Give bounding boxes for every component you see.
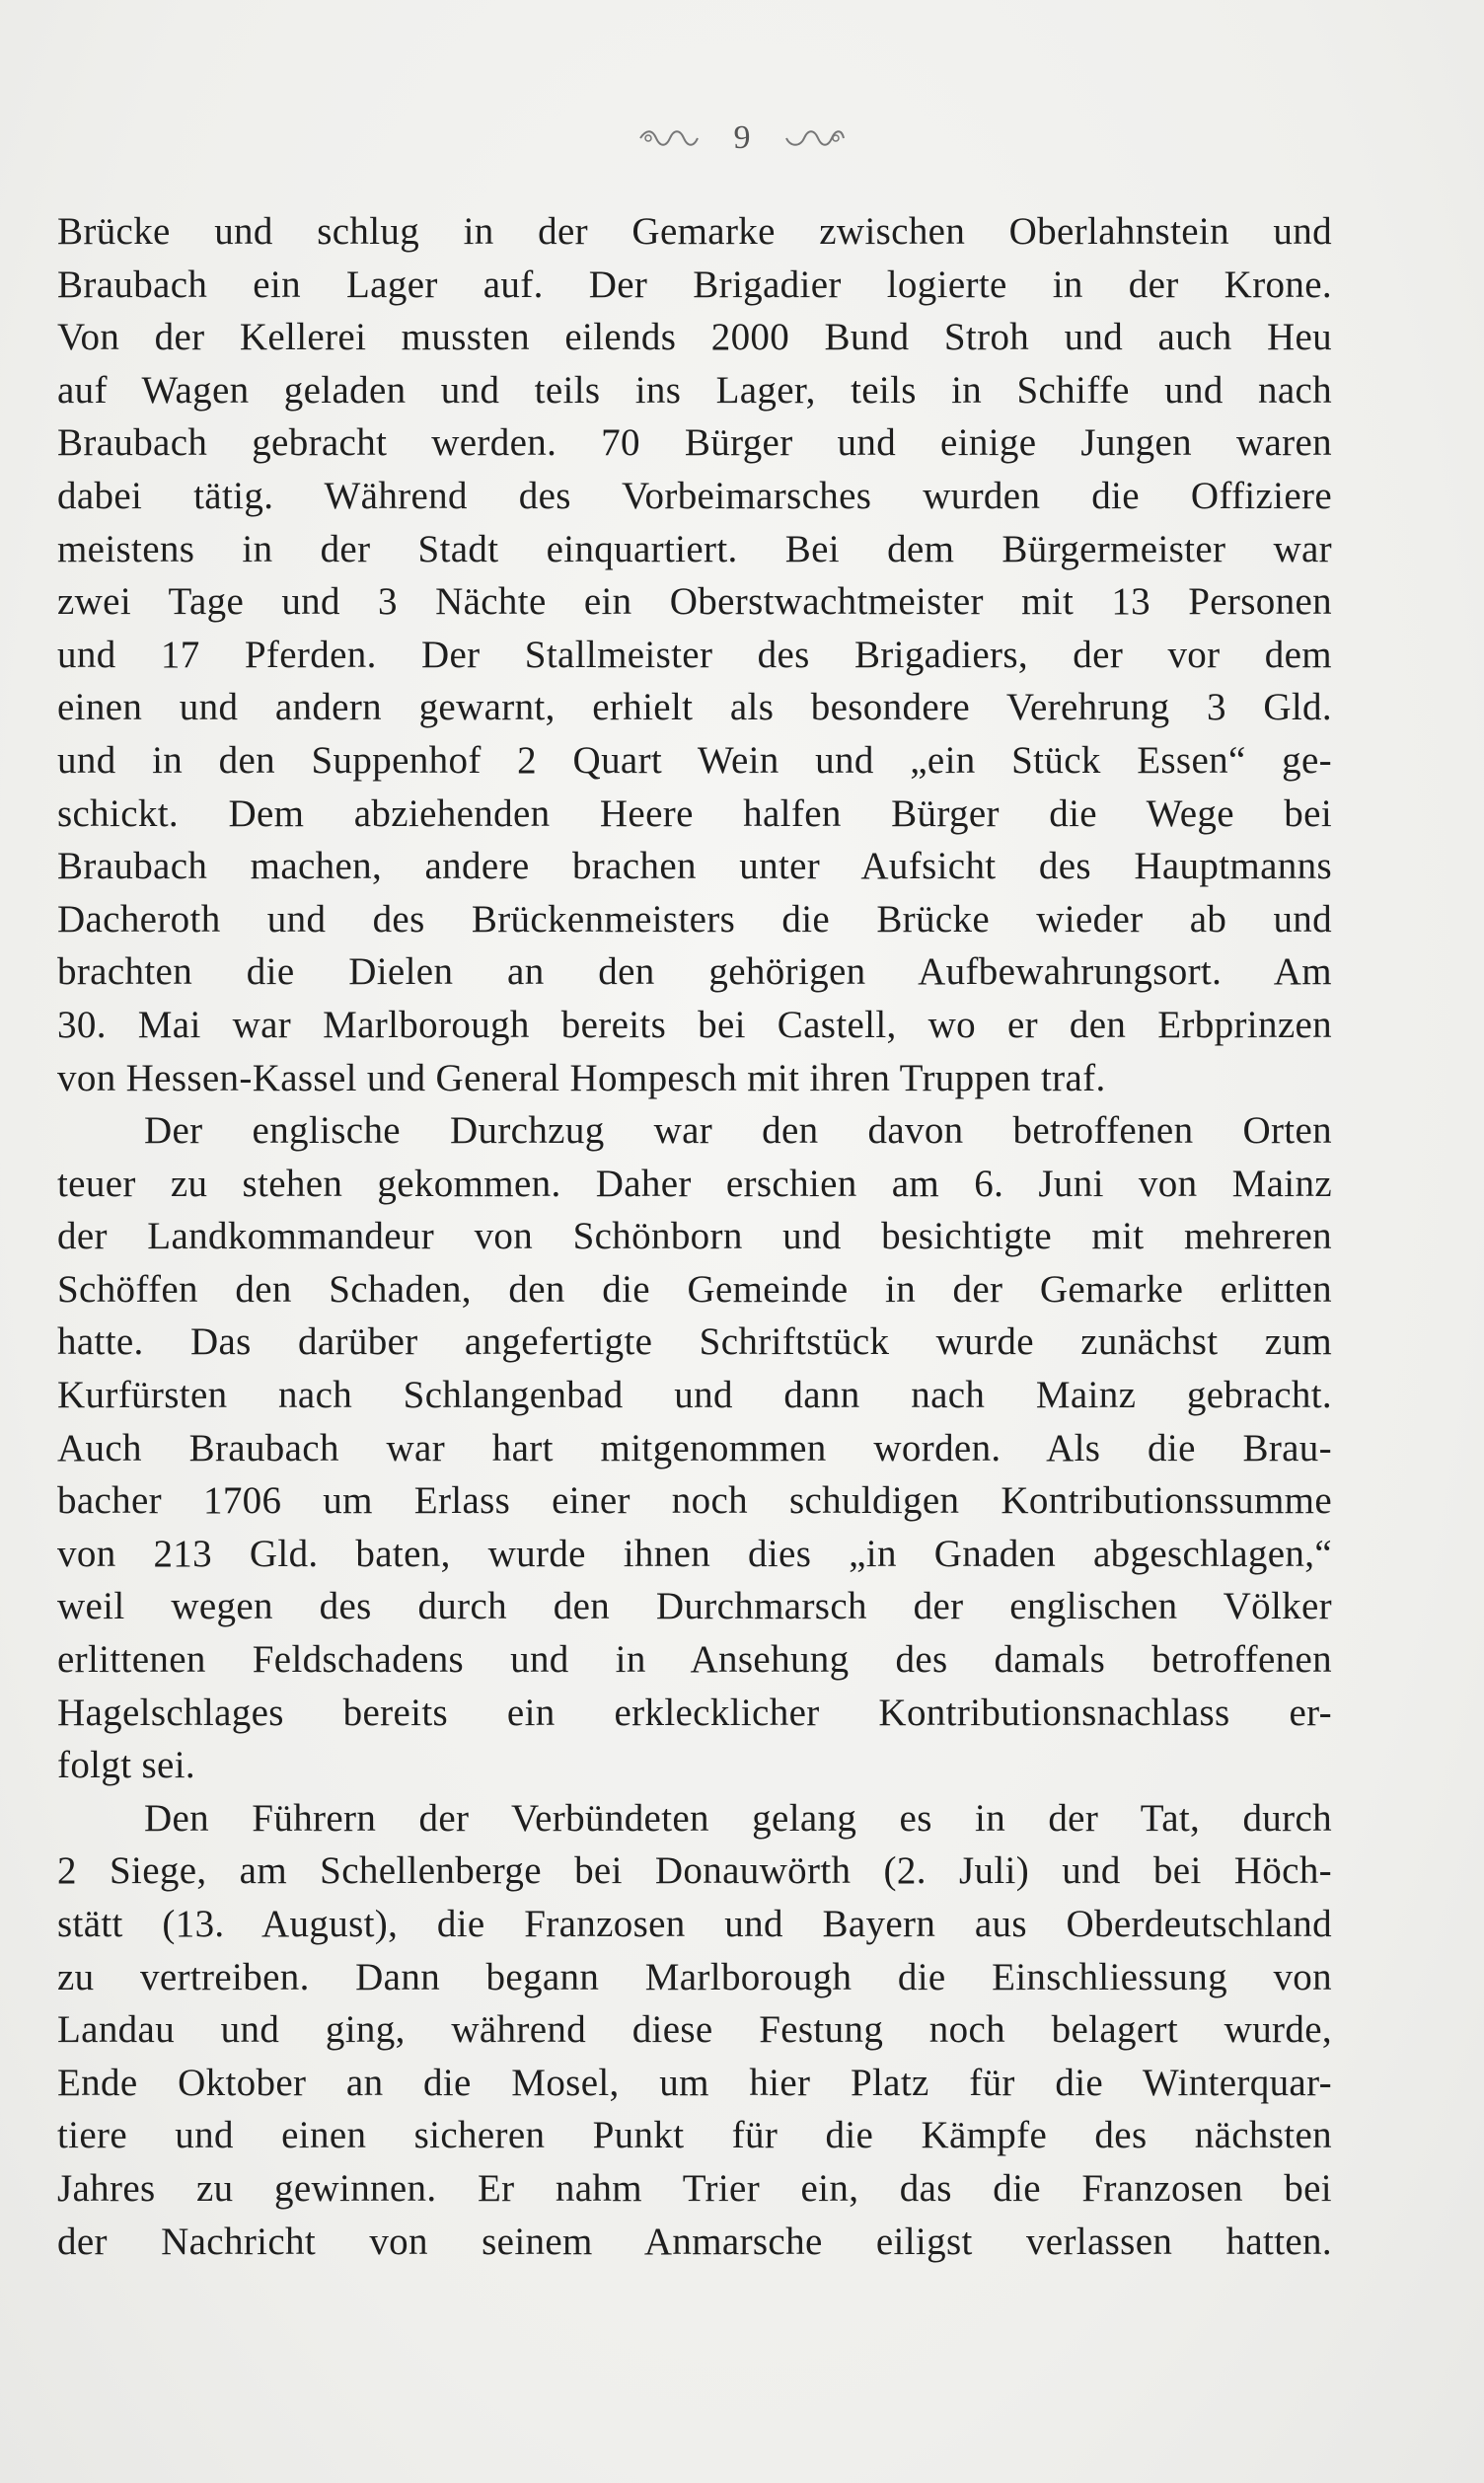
text-line: 30. Mai war Marlborough bereits bei Castell, wo er den Erbprinzen xyxy=(57,1003,1332,1046)
text-line: zwei Tage und 3 Nächte ein Oberstwachtmeister mit 13 Personen xyxy=(57,580,1332,624)
text-line: teuer zu stehen gekommen. Daher erschien am 6. Juni von Mainz xyxy=(57,1162,1332,1205)
text-line: Von der Kellerei mussten eilends 2000 Bund Stroh und auch Heu xyxy=(57,316,1332,359)
text-line: Jahres zu gewinnen. Er nahm Trier ein, das die Franzosen bei xyxy=(57,2166,1332,2210)
text-line: und 17 Pferden. Der Stallmeister des Brigadiers, der vor dem xyxy=(57,633,1332,676)
text-line: Landau und ging, während diese Festung noch belagert wurde, xyxy=(57,2008,1332,2052)
text-line: Der englische Durchzug war den davon betroffenen Orten xyxy=(144,1109,1332,1153)
text-line: Auch Braubach war hart mitgenommen worden. Als die Brau- xyxy=(57,1426,1332,1469)
text-line: und in den Suppenhof 2 Quart Wein und „ein Stück Essen“ ge- xyxy=(57,738,1332,782)
text-line: meistens in der Stadt einquartiert. Bei dem Bürgermeister war xyxy=(57,527,1332,570)
text-line: Braubach gebracht werden. 70 Bürger und einige Jungen waren xyxy=(57,421,1332,465)
text-line: brachten die Dielen an den gehörigen Aufbewahrungsort. Am xyxy=(57,950,1332,994)
text-line: Ende Oktober an die Mosel, um hier Platz für die Winterquar- xyxy=(57,2061,1332,2104)
text-line: 2 Siege, am Schellenberge bei Donauwörth (2. Juli) und bei Höch- xyxy=(57,1849,1332,1893)
ornament-right-icon xyxy=(784,127,846,149)
text-line: folgt sei. xyxy=(57,1744,195,1787)
text-line: hatte. Das darüber angefertigte Schriftstück wurde zunächst zum xyxy=(57,1320,1332,1364)
text-line: Braubach machen, andere brachen unter Aufsicht des Hauptmanns xyxy=(57,845,1332,888)
text-line: der Landkommandeur von Schönborn und besichtigte mit mehreren xyxy=(57,1215,1332,1258)
page-number: 9 xyxy=(733,119,751,157)
text-line: einen und andern gewarnt, erhielt als besondere Verehrung 3 Gld. xyxy=(57,686,1332,729)
text-line: der Nachricht von seinem Anmarsche eiligst verlassen hatten. xyxy=(57,2220,1332,2263)
text-line: Den Führern der Verbündeten gelang es in der Tat, durch xyxy=(144,1796,1332,1840)
text-line: erlittenen Feldschadens und in Ansehung des damals betroffenen xyxy=(57,1638,1332,1682)
text-line: Hagelschlages bereits ein erklecklicher Kontributionsnachlass er- xyxy=(57,1691,1332,1734)
text-line: Brücke und schlug in der Gemarke zwischen Oberlahnstein und xyxy=(57,210,1332,253)
text-line: schickt. Dem abziehenden Heere halfen Bürger die Wege bei xyxy=(57,791,1332,835)
text-line: Dacheroth und des Brückenmeisters die Brücke wieder ab und xyxy=(57,897,1332,941)
text-line: von 213 Gld. baten, wurde ihnen dies „in Gnaden abgeschlagen,“ xyxy=(57,1532,1332,1575)
text-line: tiere und einen sicheren Punkt für die Kämpfe des nächsten xyxy=(57,2114,1332,2157)
text-line: stätt (13. August), die Franzosen und Bayern aus Oberdeutschland xyxy=(57,1903,1332,1945)
body-text xyxy=(57,205,1332,2268)
text-line: weil wegen des durch den Durchmarsch der englischen Völker xyxy=(57,1585,1332,1628)
ornament-left-icon xyxy=(638,127,700,149)
text-line: bacher 1706 um Erlass einer noch schuldigen Kontributionssumme xyxy=(57,1479,1332,1523)
text-line: auf Wagen geladen und teils ins Lager, teils in Schiffe und nach xyxy=(57,368,1332,412)
page-header xyxy=(0,116,1484,158)
text-line: zu vertreiben. Dann begann Marlborough die Einschliessung von xyxy=(57,1955,1332,1998)
text-line: Braubach ein Lager auf. Der Brigadier logierte in der Krone. xyxy=(57,263,1332,306)
text-line: Kurfürsten nach Schlangenbad und dann nach Mainz gebracht. xyxy=(57,1374,1332,1417)
text-line: dabei tätig. Während des Vorbeimarsches wurden die Offiziere xyxy=(57,474,1332,517)
text-line: Schöffen den Schaden, den die Gemeinde in der Gemarke erlitten xyxy=(57,1267,1332,1311)
text-line: von Hessen-Kassel und General Hompesch mit ihren Truppen traf. xyxy=(57,1056,1106,1099)
